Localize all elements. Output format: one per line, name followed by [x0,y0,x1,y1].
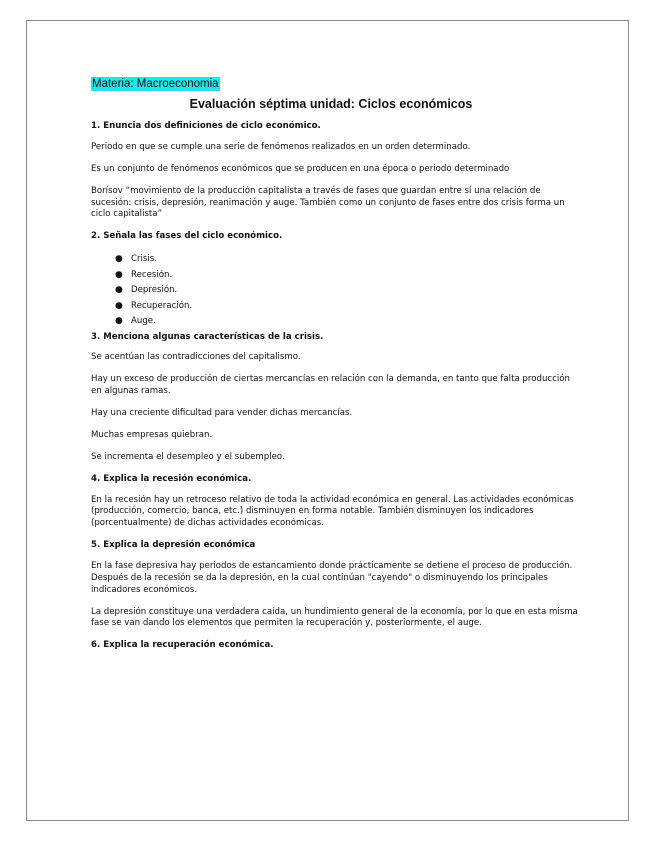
bullet-icon: ● [115,269,123,280]
bullet-icon: ● [115,300,123,311]
question-6: 6. Explica la recuperación económica. [91,640,274,651]
paragraph: La depresión constituye una verdadera caída, un hundimiento general de la economía, por lo que en esta misma fase se van dando los elementos que permiten la recuperación y, posteriormente, el auge. [91,606,578,629]
question-3: 3. Menciona algunas características de la crisis. [91,331,324,342]
document-content [91,77,579,661]
phases-list [91,252,579,330]
paragraph: Hay una creciente dificultad para vender dichas mercancías. [91,408,353,419]
list-item [115,314,579,330]
list-item [115,283,579,299]
document-title: Evaluación séptima unidad: Ciclos económicos [189,96,473,111]
subject-label: Materia: Macroeconomia [92,78,219,90]
paragraph: Periodo en que se cumple una serie de fenómenos realizados en un orden determinado. [91,141,471,152]
question-4: 4. Explica la recesión económica. [91,473,252,484]
bullet-icon: ● [115,285,123,296]
bullet-icon: ● [115,254,123,265]
list-item-text: Depresión. [131,285,178,296]
list-item-text: Recuperación. [131,300,193,311]
paragraph: Se incrementa el desempleo y el subempleo. [91,451,285,462]
list-item-text: Auge. [131,316,156,327]
paragraph: Es un conjunto de fenómenos económicos que se producen en una época o periodo determinado [91,163,510,174]
paragraph: En la recesión hay un retroceso relativo de toda la actividad económica en general. Las actividades económicas (producción, comercio, banca, etc.) disminuyen en forma notable. También disminuyen los indicadores (porcentualmente) de dichas actividades económicas. [91,494,574,529]
document-page [26,20,629,821]
paragraph: Hay un exceso de producción de ciertas mercancías en relación con la demanda, en tanto que falta producción en algunas ramas. [91,374,570,397]
question-2: 2. Señala las fases del ciclo económico. [91,231,283,242]
question-5: 5. Explica la depresión económica [91,540,256,551]
paragraph: En la fase depresiva hay periodos de estancamiento donde prácticamente se detiene el proceso de producción. Después de la recesión se da la depresión, en la cual continúan "cayendo" o disminuyendo los principales indicadores económicos. [91,560,573,595]
list-item [115,299,579,315]
question-1: 1. Enuncia dos definiciones de ciclo económico. [91,121,321,132]
paragraph: Se acentúan las contradicciones del capitalismo. [91,352,301,363]
list-item [115,252,579,268]
bullet-icon: ● [115,316,123,327]
paragraph: Muchas empresas quiebran. [91,429,213,440]
list-item-text: Crisis. [131,254,157,265]
list-item-text: Recesión. [131,269,173,280]
paragraph: Borísov “movimiento de la producción capitalista a través de fases que guardan entre sí una relación de sucesión: crisis, depresión, reanimación y auge. También como un conjunto de fases entre dos crisis forma un ciclo capitalista” [91,185,565,220]
list-item [115,268,579,284]
